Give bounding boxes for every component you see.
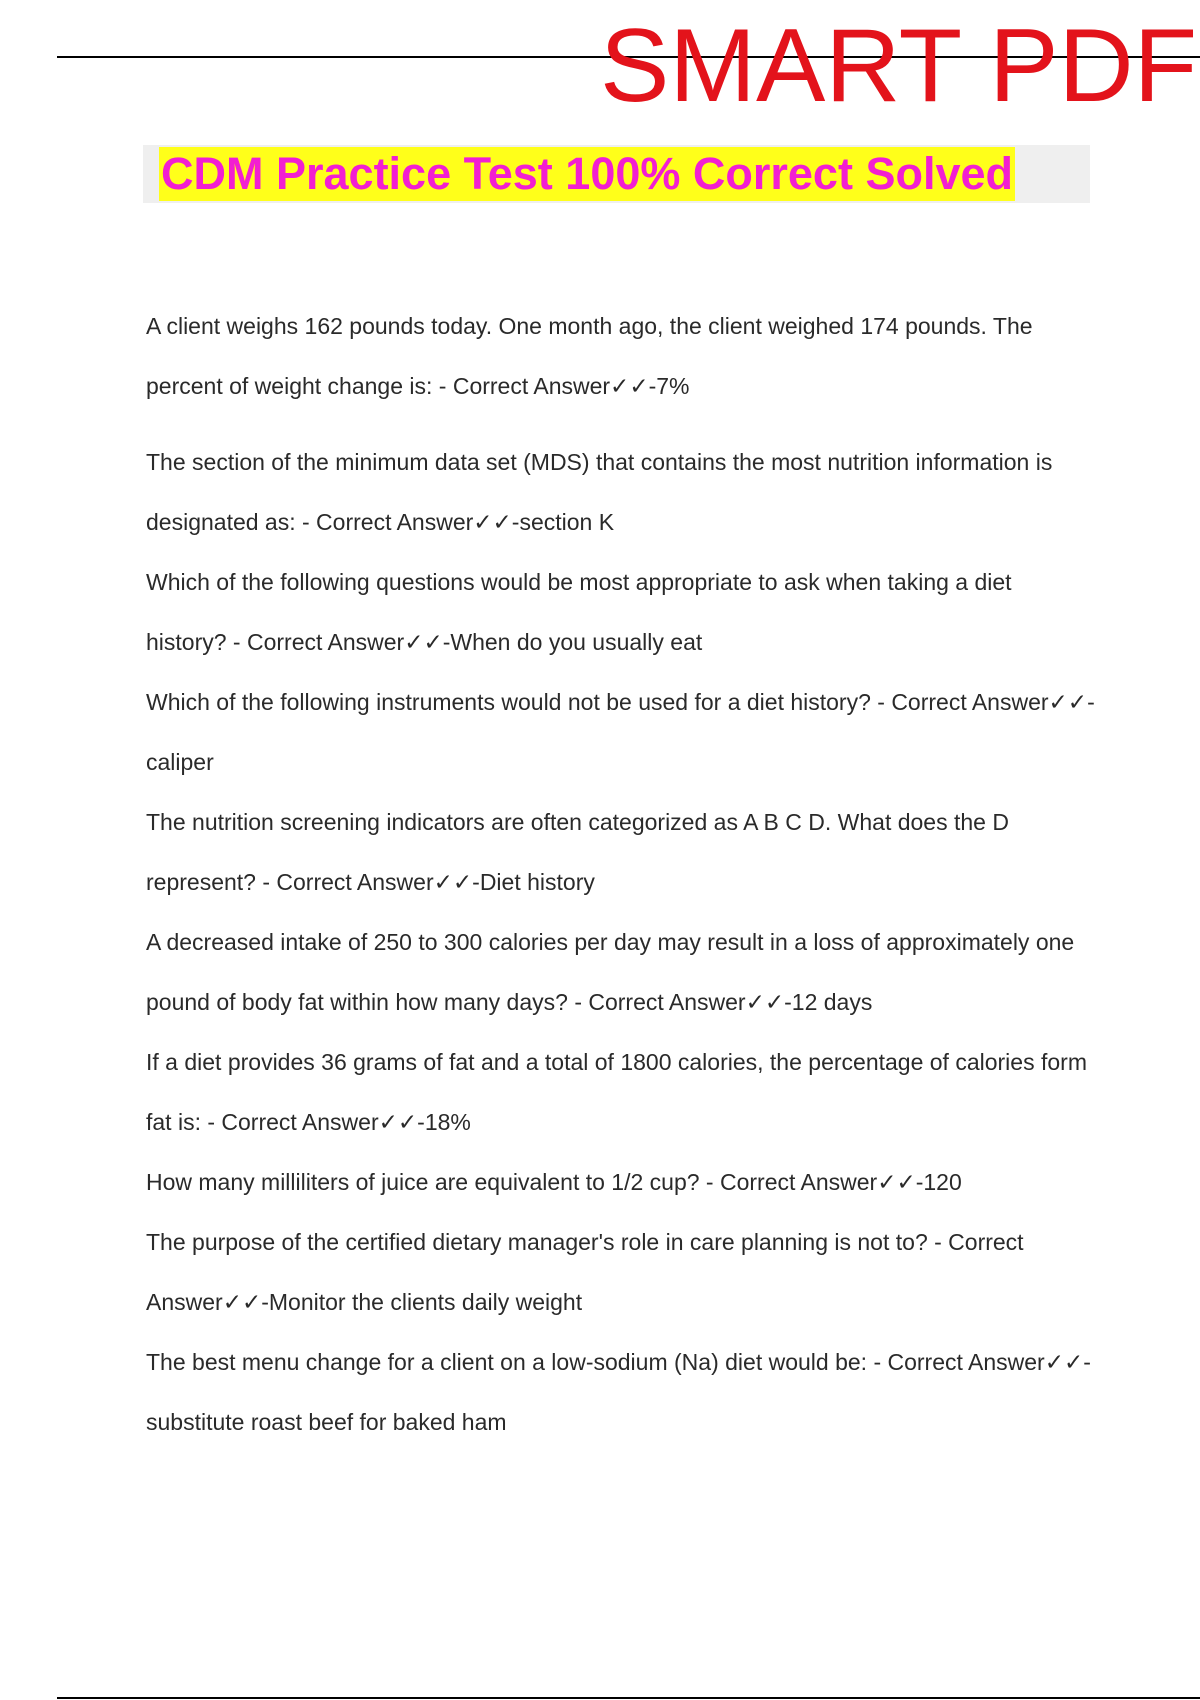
brand-watermark: SMART PDF: [600, 8, 1198, 124]
qa-item: A decreased intake of 250 to 300 calories per day may result in a loss of approximately one pound of body fat within how many days? - Correct Answer✓✓-12 days: [146, 929, 1075, 1015]
footer-rule: [57, 1697, 1200, 1699]
qa-item: Which of the following questions would be most appropriate to ask when taking a diet history? - Correct Answer✓✓-When do you usually eat: [146, 569, 1012, 655]
qa-item: How many milliliters of juice are equivalent to 1/2 cup? - Correct Answer✓✓-120: [146, 1169, 962, 1195]
qa-item: The purpose of the certified dietary manager's role in care planning is not to? - Correct Answer✓✓-Monitor the clients daily weight: [146, 1229, 1024, 1315]
qa-item: The section of the minimum data set (MDS) that contains the most nutrition information is designated as: - Correct Answer✓✓-section K: [146, 449, 1053, 535]
qa-list: [146, 296, 1096, 1452]
qa-item: The nutrition screening indicators are often categorized as A B C D. What does the D represent? - Correct Answer✓✓-Diet history: [146, 809, 1009, 895]
qa-item: Which of the following instruments would not be used for a diet history? - Correct Answer✓✓-caliper: [146, 689, 1095, 775]
page-title: CDM Practice Test 100% Correct Solved: [161, 148, 1013, 199]
qa-item: If a diet provides 36 grams of fat and a total of 1800 calories, the percentage of calories form fat is: - Correct Answer✓✓-18%: [146, 1049, 1087, 1135]
qa-item: The best menu change for a client on a low-sodium (Na) diet would be: - Correct Answer✓✓-substitute roast beef for baked ham: [146, 1349, 1091, 1435]
qa-item: A client weighs 162 pounds today. One month ago, the client weighed 174 pounds. The percent of weight change is: - Correct Answer✓✓-7%: [146, 313, 1033, 399]
